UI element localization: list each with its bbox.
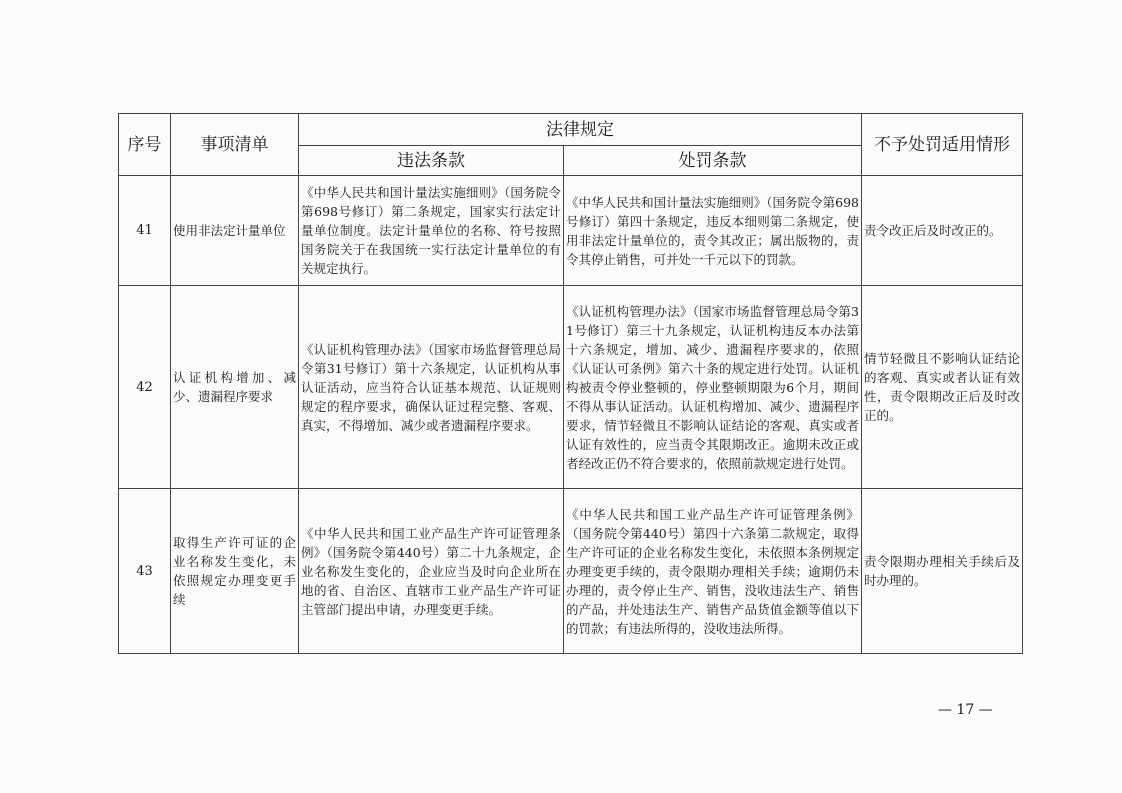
regulation-table [118,113,1023,654]
row-penalty: 《中华人民共和国工业产品生产许可证管理条例》（国务院令第440号）第四十六条第二款规定，取得生产许可证的企业名称发生变化，未依照本条例规定办理变更手续的，责令限期办理相关手续；逾期仍未办理的，责令停止生产、销售，没收违法生产、销售的产品，并处违法生产、销售产品货值金额等值以下的罚款；有违法所得的，没收违法所得。 [564,489,862,654]
header-penalty: 处罚条款 [564,146,862,176]
header-row [119,114,1023,146]
header-item: 事项清单 [171,114,299,176]
header-exempt: 不予处罚适用情形 [862,114,1023,176]
row-item: 取得生产许可证的企业名称发生变化，未依照规定办理变更手续 [171,489,299,654]
row-seq: 43 [119,489,171,654]
row-violation: 《认证机构管理办法》（国家市场监督管理总局令第31号修订）第十六条规定，认证机构从事认证活动，应当符合认证基本规范、认证规则规定的程序要求，确保认证过程完整、客观、真实，不得增加、减少或者遗漏程序要求。 [299,286,564,489]
row-penalty: 《认证机构管理办法》（国家市场监督管理总局令第31号修订）第三十九条规定，认证机构违反本办法第十六条规定，增加、减少、遗漏程序要求的，依照《认证认可条例》第六十条的规定进行处罚。认证机构被责令停业整顿的，停业整顿期限为6个月，期间不得从事认证活动。认证机构增加、减少、遗漏程序要求，情节轻微且不影响认证结论的客观、真实或者认证有效性的，应当责令其限期改正。逾期未改正或者经改正仍不符合要求的，依照前款规定进行处罚。 [564,286,862,489]
header-violation: 违法条款 [299,146,564,176]
row-exempt: 责令限期办理相关手续后及时办理的。 [862,489,1023,654]
row-exempt: 责令改正后及时改正的。 [862,176,1023,286]
row-violation: 《中华人民共和国工业产品生产许可证管理条例》（国务院令第440号）第二十九条规定，企业名称发生变化的，企业应当及时向企业所在地的省、自治区、直辖市工业产品生产许可证主管部门提出申请，办理变更手续。 [299,489,564,654]
row-seq: 41 [119,176,171,286]
table-row [119,489,1023,654]
header-law: 法律规定 [299,114,862,146]
row-penalty: 《中华人民共和国计量法实施细则》（国务院令第698号修订）第四十条规定，违反本细则第二条规定，使用非法定计量单位的，责令其改正；属出版物的，责令其停止销售，可并处一千元以下的罚款。 [564,176,862,286]
row-exempt: 情节轻微且不影响认证结论的客观、真实或者认证有效性，责令限期改正后及时改正的。 [862,286,1023,489]
table-row [119,286,1023,489]
row-seq: 42 [119,286,171,489]
row-violation: 《中华人民共和国计量法实施细则》（国务院令第698号修订）第二条规定，国家实行法定计量单位制度。法定计量单位的名称、符号按照国务院关于在我国统一实行法定计量单位的有关规定执行。 [299,176,564,286]
row-item: 认证机构增加、减少、遗漏程序要求 [171,286,299,489]
table-row [119,176,1023,286]
row-item: 使用非法定计量单位 [171,176,299,286]
header-seq: 序号 [119,114,171,176]
page-number: — 17 — [938,702,993,718]
